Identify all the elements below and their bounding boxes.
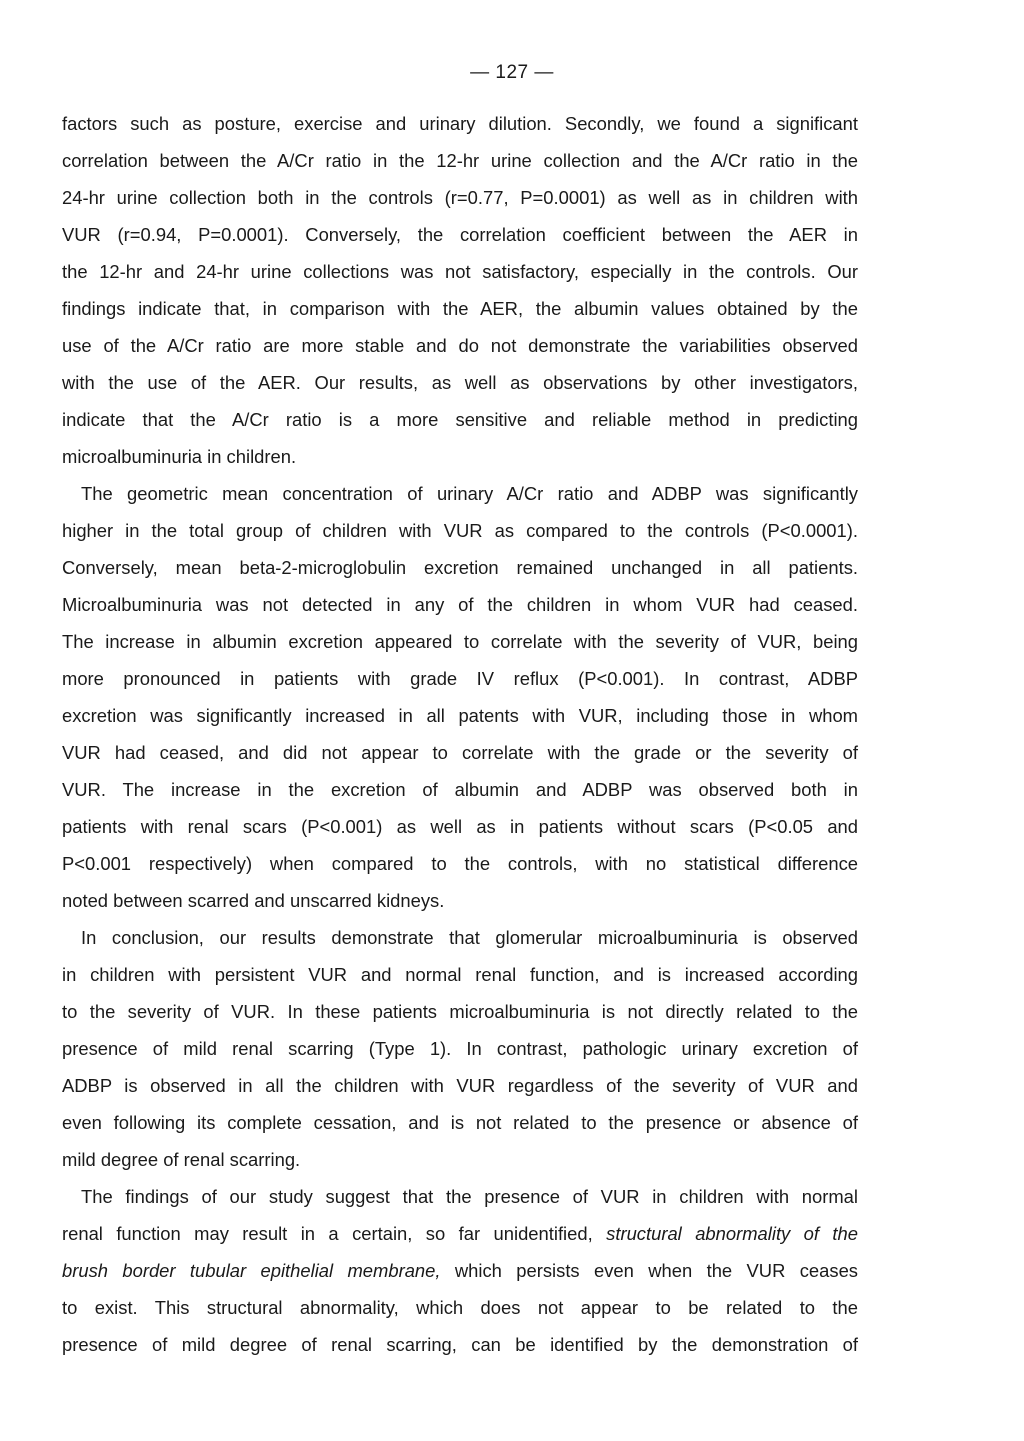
text-line: with the use of the AER. Our results, as well as observations by other investigators, <box>62 372 858 393</box>
text-line: use of the A/Cr ratio are more stable and do not demonstrate the variabilities observed <box>62 335 858 356</box>
text-line: correlation between the A/Cr ratio in the 12-hr urine collection and the A/Cr ratio in the <box>62 150 858 171</box>
text-line: patients with renal scars (P<0.001) as well as in patients without scars (P<0.05 and <box>62 816 858 837</box>
body-text <box>62 105 858 1363</box>
text-line: VUR had ceased, and did not appear to correlate with the grade or the severity of <box>62 742 858 763</box>
page-number: — 127 — <box>470 62 554 83</box>
emphasis-text: brush border tubular epithelial membrane, <box>62 1260 441 1281</box>
text-line: factors such as posture, exercise and urinary dilution. Secondly, we found a significant <box>62 113 858 134</box>
text-line: noted between scarred and unscarred kidneys. <box>62 890 445 911</box>
text-line: findings indicate that, in comparison with the AER, the albumin values obtained by the <box>62 298 858 319</box>
text-line: even following its complete cessation, and is not related to the presence or absence of <box>62 1112 858 1133</box>
text-line: Conversely, mean beta-2-microglobulin excretion remained unchanged in all patients. <box>62 557 858 578</box>
paragraph-3 <box>62 919 858 1178</box>
text-line-with-emphasis: brush border tubular epithelial membrane, which persists even when the VUR ceases <box>62 1260 858 1281</box>
paragraph-4 <box>62 1178 858 1363</box>
text-line: microalbuminuria in children. <box>62 446 297 467</box>
text-line: in children with persistent VUR and normal renal function, and is increased according <box>62 964 858 985</box>
text-line: VUR (r=0.94, P=0.0001). Conversely, the correlation coefficient between the AER in <box>62 224 858 245</box>
text-line: higher in the total group of children with VUR as compared to the controls (P<0.0001). <box>62 520 858 541</box>
text-line: The geometric mean concentration of urinary A/Cr ratio and ADBP was significantly <box>81 483 858 504</box>
text-line: the 12-hr and 24-hr urine collections was not satisfactory, especially in the controls. Our <box>62 261 858 282</box>
text-line: to the severity of VUR. In these patients microalbuminuria is not directly related to the <box>62 1001 858 1022</box>
text-line: Microalbuminuria was not detected in any of the children in whom VUR had ceased. <box>62 594 858 615</box>
text-line: The increase in albumin excretion appeared to correlate with the severity of VUR, being <box>62 631 858 652</box>
text-line: In conclusion, our results demonstrate that glomerular microalbuminuria is observed <box>81 927 858 948</box>
text-line: presence of mild renal scarring (Type 1). In contrast, pathologic urinary excretion of <box>62 1038 858 1059</box>
paragraph-2 <box>62 475 858 919</box>
text-line: presence of mild degree of renal scarring, can be identified by the demonstration of <box>62 1334 858 1355</box>
text-line: more pronounced in patients with grade IV reflux (P<0.001). In contrast, ADBP <box>62 668 858 689</box>
text-line: to exist. This structural abnormality, which does not appear to be related to the <box>62 1297 858 1318</box>
text-line: VUR. The increase in the excretion of albumin and ADBP was observed both in <box>62 779 858 800</box>
text-line: P<0.001 respectively) when compared to the controls, with no statistical difference <box>62 853 858 874</box>
text-line: ADBP is observed in all the children with VUR regardless of the severity of VUR and <box>62 1075 858 1096</box>
paragraph-1 <box>62 105 858 475</box>
text-line: 24-hr urine collection both in the controls (r=0.77, P=0.0001) as well as in children with <box>62 187 858 208</box>
text-line: The findings of our study suggest that the presence of VUR in children with normal <box>81 1186 858 1207</box>
emphasis-text: structural abnormality of the <box>606 1223 858 1244</box>
text-line: indicate that the A/Cr ratio is a more sensitive and reliable method in predicting <box>62 409 858 430</box>
text-line: mild degree of renal scarring. <box>62 1149 301 1170</box>
text-line-with-emphasis: renal function may result in a certain, so far unidentified, structural abnormality of the <box>62 1223 858 1244</box>
text-line: excretion was significantly increased in all patents with VUR, including those in whom <box>62 705 858 726</box>
